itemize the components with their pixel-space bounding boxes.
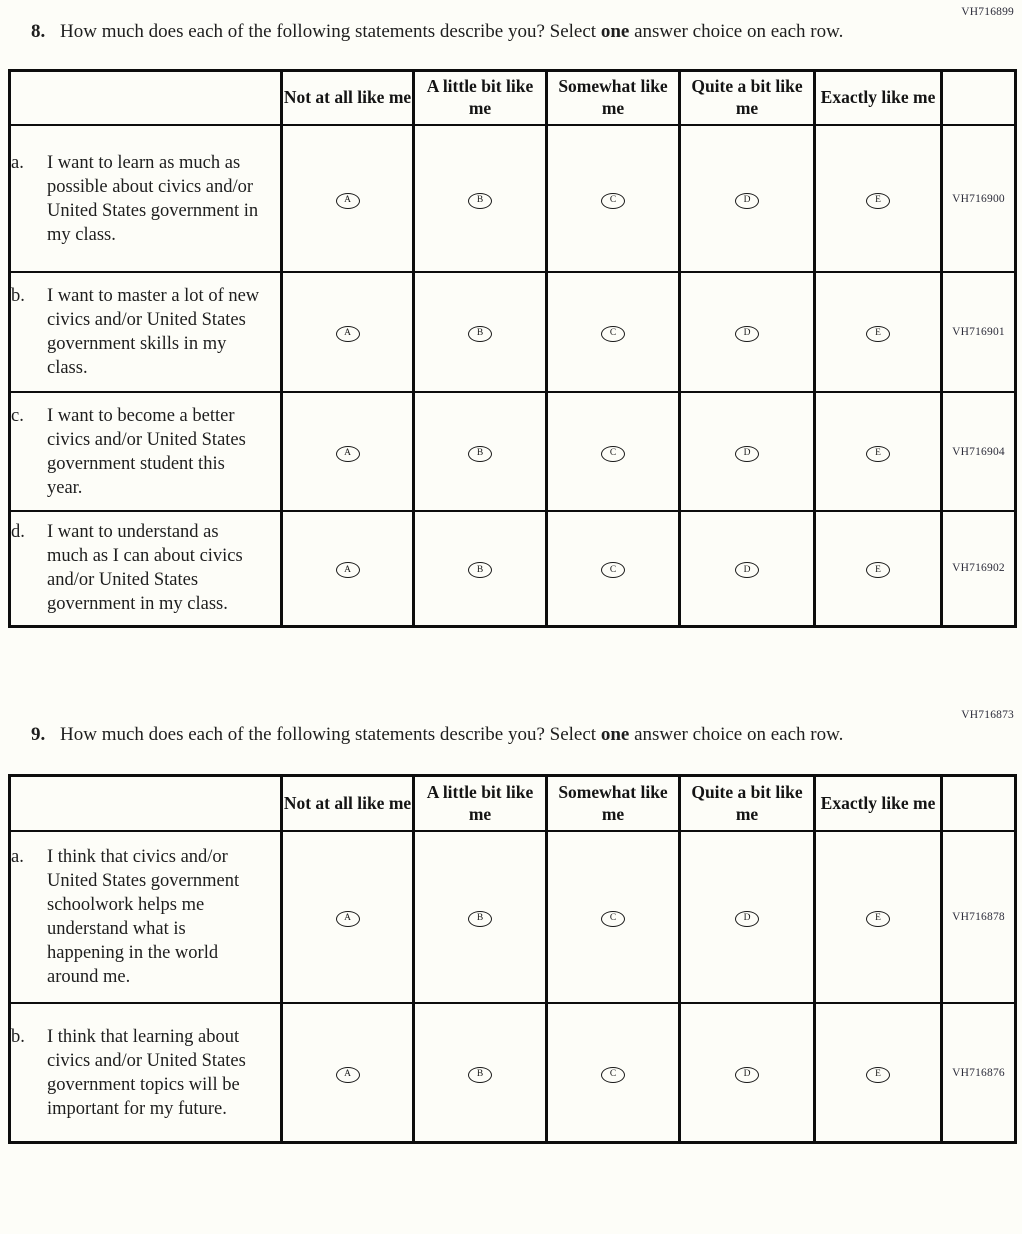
question-9-text-before: How much does each of the following statements describe you? Select [60, 723, 601, 745]
bubble-option-c[interactable]: C [601, 326, 625, 342]
corner-cell [10, 776, 282, 831]
column-header-exactly-like: Exactly like me [815, 776, 942, 831]
question-8-accession-code: VH716899 [961, 6, 1014, 18]
table-row-8d [10, 511, 1016, 626]
bubble-option-a[interactable]: A [336, 326, 360, 342]
bubble-option-e[interactable]: E [866, 562, 890, 578]
table-row-9a [10, 831, 1016, 1003]
question-8-prompt [31, 20, 1022, 45]
question-9-response-table [8, 774, 1017, 1144]
table-row-8c [10, 392, 1016, 511]
bubble-option-a[interactable]: A [336, 193, 360, 209]
row-accession-code: VH716900 [942, 125, 1016, 272]
bubble-option-b[interactable]: B [468, 326, 492, 342]
bubble-option-b[interactable]: B [468, 1067, 492, 1083]
question-8-response-table [8, 69, 1017, 628]
bubble-option-b[interactable]: B [468, 562, 492, 578]
column-header-a-little-bit: A little bit like me [414, 70, 547, 125]
row-accession-code: VH716902 [942, 511, 1016, 626]
row-letter: a. [11, 152, 24, 173]
question-9-accession-code: VH716873 [961, 708, 1014, 721]
question-9-text-bold: one [600, 723, 630, 745]
column-header-exactly-like: Exactly like me [815, 70, 942, 125]
column-header-a-little-bit: A little bit like me [414, 776, 547, 831]
row-letter: b. [11, 1026, 25, 1047]
row-accession-code: VH716876 [942, 1003, 1016, 1143]
statement-cell [10, 511, 282, 626]
column-header-not-at-all: Not at all like me [282, 776, 414, 831]
row-letter: c. [11, 405, 24, 426]
bubble-option-a[interactable]: A [336, 1067, 360, 1083]
bubble-option-a[interactable]: A [336, 562, 360, 578]
bubble-option-c[interactable]: C [601, 562, 625, 578]
bubble-option-e[interactable]: E [866, 911, 890, 927]
question-8-number: 8. [31, 21, 46, 42]
bubble-option-e[interactable]: E [866, 193, 890, 209]
bubble-option-a[interactable]: A [336, 911, 360, 927]
question-8-text-after: answer choice on each row. [629, 21, 844, 42]
question-9-text [60, 723, 843, 748]
table-row-8a [10, 125, 1016, 272]
bubble-option-d[interactable]: D [735, 1067, 759, 1083]
question-8-text-bold: one [600, 21, 630, 42]
bubble-option-c[interactable]: C [601, 193, 625, 209]
table-row-9b [10, 1003, 1016, 1143]
bubble-option-b[interactable]: B [468, 446, 492, 462]
column-header-somewhat: Somewhat like me [547, 776, 680, 831]
code-column-header [942, 70, 1016, 125]
bubble-option-c[interactable]: C [601, 911, 625, 927]
bubble-option-e[interactable]: E [866, 1067, 890, 1083]
row-letter: d. [11, 522, 25, 543]
header-row [10, 776, 1016, 831]
bubble-option-b[interactable]: B [468, 193, 492, 209]
bubble-option-d[interactable]: D [735, 193, 759, 209]
corner-cell [10, 70, 282, 125]
statement-text: I want to learn as much as possible about civics and/or United States government in my class. [47, 152, 259, 245]
column-header-somewhat: Somewhat like me [547, 70, 680, 125]
bubble-option-c[interactable]: C [601, 1067, 625, 1083]
row-accession-code: VH716901 [942, 272, 1016, 392]
bubble-option-c[interactable]: C [601, 446, 625, 462]
statement-cell [10, 272, 282, 392]
row-accession-code: VH716904 [942, 392, 1016, 511]
row-accession-code: VH716878 [942, 831, 1016, 1003]
statement-cell [10, 125, 282, 272]
row-letter: a. [11, 846, 24, 867]
bubble-option-e[interactable]: E [866, 326, 890, 342]
row-letter: b. [11, 286, 25, 307]
bubble-option-e[interactable]: E [866, 446, 890, 462]
column-header-not-at-all: Not at all like me [282, 70, 414, 125]
statement-text: I want to understand as much as I can about civics and/or United States government in my class. [47, 522, 243, 615]
statement-text: I think that civics and/or United States government schoolwork helps me understand what is happening in the world around me. [47, 846, 240, 987]
code-column-header [942, 776, 1016, 831]
bubble-option-a[interactable]: A [336, 446, 360, 462]
bubble-option-d[interactable]: D [735, 326, 759, 342]
question-8-text-before: How much does each of the following statements describe you? Select [60, 21, 601, 42]
question-9-prompt [31, 723, 1022, 748]
column-header-quite-a-bit: Quite a bit like me [680, 70, 815, 125]
column-header-quite-a-bit: Quite a bit like me [680, 776, 815, 831]
statement-text: I think that learning about civics and/or United States government topics will be important for my future. [47, 1026, 246, 1119]
bubble-option-b[interactable]: B [468, 911, 492, 927]
bubble-option-d[interactable]: D [735, 446, 759, 462]
statement-cell [10, 1003, 282, 1143]
statement-text: I want to master a lot of new civics and/or United States government skills in my class. [47, 286, 260, 379]
statement-text: I want to become a better civics and/or United States government student this year. [47, 405, 246, 498]
statement-cell [10, 831, 282, 1003]
bubble-option-d[interactable]: D [735, 562, 759, 578]
question-8-text [60, 20, 843, 45]
statement-cell [10, 392, 282, 511]
question-9-number: 9. [31, 723, 46, 745]
header-row [10, 70, 1016, 125]
table-row-8b [10, 272, 1016, 392]
question-9-text-after: answer choice on each row. [629, 723, 844, 745]
bubble-option-d[interactable]: D [735, 911, 759, 927]
